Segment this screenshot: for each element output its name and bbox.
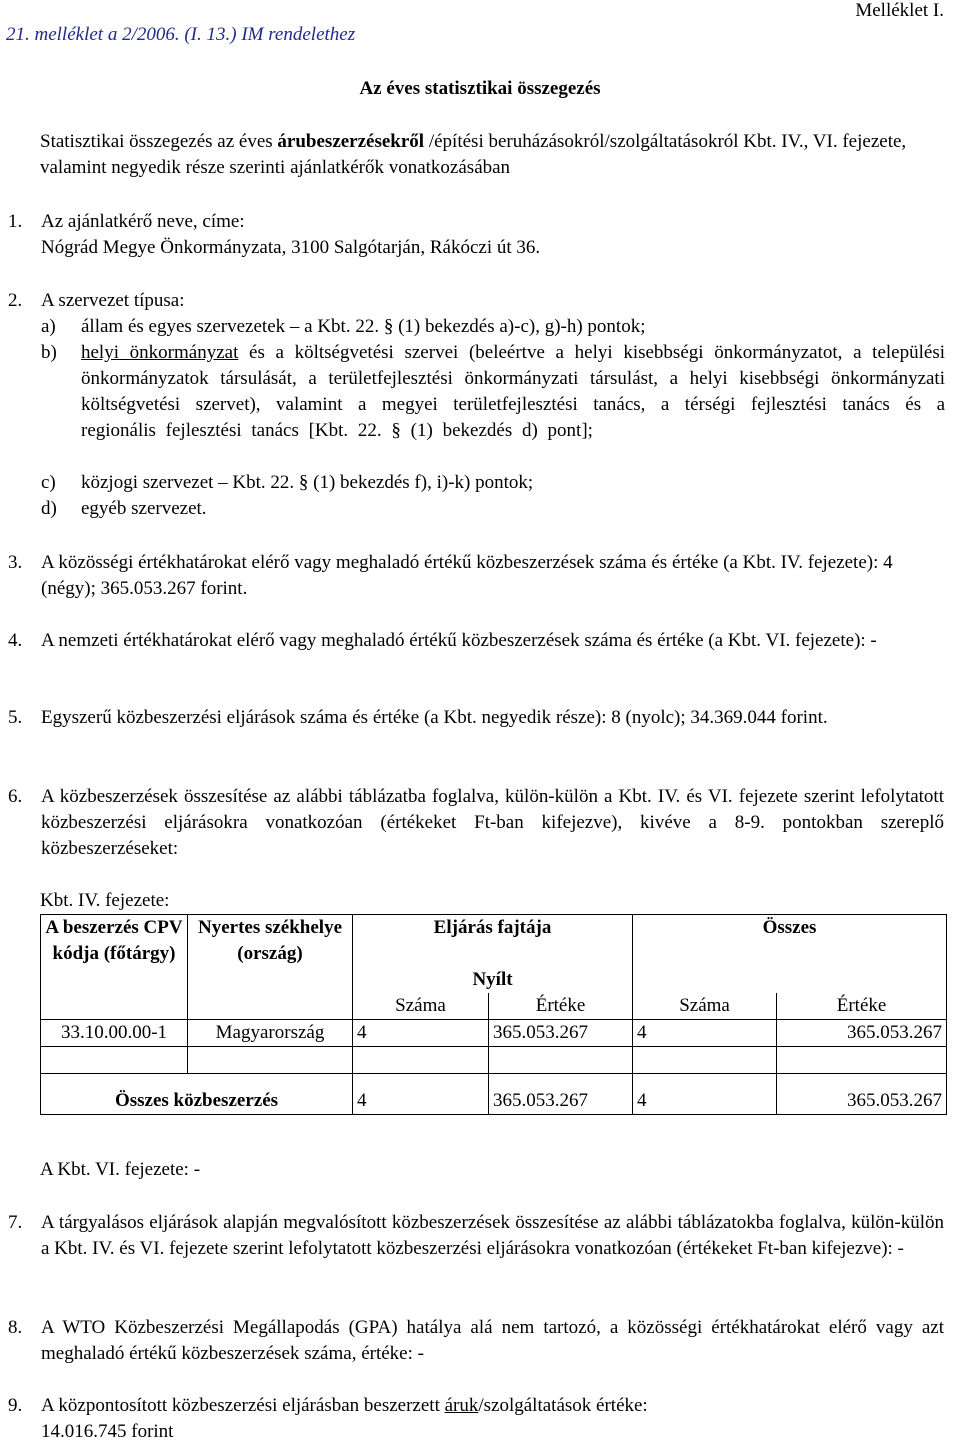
section-2-item-c [41,470,945,496]
table-header-row [41,915,947,994]
intro-post: /építési beruházásokról/szolgáltatásokról Kbt. IV., VI. fejezete, valamint negyedik része szerinti ajánlatkérők vonatkozásában [40,131,907,178]
cell-cpv: 33.10.00.00-1 [41,1020,188,1047]
section-2-item-a-letter: a) [41,316,56,337]
total-count-2: 4 [633,1074,777,1115]
cell-winner: Magyarország [188,1020,353,1047]
section-6-text: A közbeszerzések összesítése az alábbi táblázatba foglalva, külön-külön a Kbt. IV. és VI. fejezete szerint lefolytatott közbeszerzési eljárásokra vonatkozóan (értékeket Ft-ban kifejezve), kivéve a 8-9. pontokban szereplő közbeszerzéseket: [41,786,944,859]
header-right: Melléklet I. [855,0,944,21]
section-8 [8,1315,944,1367]
subheader-value-1: Értéke [489,993,633,1020]
header-left: 21. melléklet a 2/2006. (I. 13.) IM rendelethez [6,24,356,45]
subheader-count-2: Száma [633,993,777,1020]
table-empty-row [41,1047,947,1074]
procurement-table [40,914,947,1115]
section-9-post: /szolgáltatások értéke: [478,1395,648,1416]
empty-cell [489,1047,633,1074]
section-4-text: A nemzeti értékhatárokat elérő vagy meghaladó értékű közbeszerzések száma és értéke (a Kbt. VI. fejezete): - [41,630,877,651]
intro-bold: árubeszerzésekről [277,131,425,152]
section-2-item-a [41,314,945,340]
section-7-number: 7. [8,1212,23,1233]
empty-cell [777,1047,947,1074]
header-cpv: A beszerzés CPV kódja (főtárgy) [41,915,188,1020]
section-2-item-d-letter: d) [41,498,57,519]
page-title: Az éves statisztikai összegezés [359,78,601,99]
section-2-item-b-underlined: helyi önkormányzat [81,342,239,363]
section-2-item-b-letter: b) [41,342,57,363]
table-caption: Kbt. IV. fejezete: [40,890,170,911]
table-total-row [41,1074,947,1115]
cell-value-2: 365.053.267 [777,1020,947,1047]
total-value-2: 365.053.267 [777,1074,947,1115]
subheader-count-1: Száma [353,993,489,1020]
section-2-item-c-letter: c) [41,472,56,493]
total-label: Összes közbeszerzés [41,1074,353,1115]
section-2-item-d-text: egyéb szervezet. [81,498,207,519]
section-4 [8,628,944,654]
header-winner: Nyertes székhelye (ország) [188,915,353,1020]
empty-cell [353,1047,489,1074]
section-9-pre: A központosított közbeszerzési eljárásban beszerzett [41,1395,445,1416]
cell-value-1: 365.053.267 [489,1020,633,1047]
intro-pre: Statisztikai összegezés az éves [40,131,278,152]
header-procedure-label: Eljárás fajtája [433,917,552,938]
section-4-number: 4. [8,630,23,651]
table-row [41,1020,947,1047]
intro-paragraph [40,129,920,181]
section-2-item-b-text [81,340,945,444]
header-total: Összes [633,915,947,994]
section-8-number: 8. [8,1317,23,1338]
section-9 [8,1393,944,1445]
section-2 [8,288,944,314]
section-5-text: Egyszerű közbeszerzési eljárások száma és értéke (a Kbt. negyedik része): 8 (nyolc); 34.369.044 forint. [41,707,828,728]
section-9-number: 9. [8,1395,23,1416]
total-count-1: 4 [353,1074,489,1115]
section-2-item-d [41,496,945,522]
section-1-label: Az ajánlatkérő neve, címe: [41,211,245,232]
section-3-text: A közösségi értékhatárokat elérő vagy meghaladó értékű közbeszerzések száma és értéke (a Kbt. IV. fejezete): 4 (négy); 365.053.267 forint. [41,552,893,599]
section-9-value: 14.016.745 forint [41,1421,174,1442]
section-9-text [41,1393,944,1419]
section-1-number: 1. [8,211,23,232]
empty-cell [633,1047,777,1074]
header-procedure-type: Nyílt [472,969,513,990]
section-1-value: Nógrád Megye Önkormányzata, 3100 Salgótarján, Rákóczi út 36. [41,237,541,258]
section-8-text: A WTO Közbeszerzési Megállapodás (GPA) hatálya alá nem tartozó, a közösségi értékhatárokat elérő vagy azt meghaladó értékű közbeszerzések száma, értéke: - [41,1317,944,1364]
section-2-item-a-text: állam és egyes szervezetek – a Kbt. 22. § (1) bekezdés a)-c), g)-h) pontok; [81,316,646,337]
total-value-1: 365.053.267 [489,1074,633,1115]
subheader-value-2: Értéke [777,993,947,1020]
section-5 [8,705,944,731]
section-6 [8,784,944,862]
section-9-underlined: áruk [444,1395,479,1416]
section-5-number: 5. [8,707,23,728]
section-6-number: 6. [8,786,23,807]
cell-count-1: 4 [353,1020,489,1047]
section-2-number: 2. [8,290,23,311]
section-2-item-b-rest: és a költségvetési szervei (beleértve a helyi kisebbségi önkormányzatot, a települési önkormányzatok társulását, a területfejlesztési önkormányzati társulást, a helyi kisebbségi önkormányzati költségvetési szervet), valamint a megyei területfejlesztési tanács, a térségi fejlesztési tanács és a regionális fejlesztési tanács [Kbt. 22. § (1) bekezdés d) pont]; [81,342,945,441]
cell-count-2: 4 [633,1020,777,1047]
empty-cell [188,1047,353,1074]
section-7 [8,1210,944,1262]
header-procedure [353,915,633,994]
section-1 [8,209,944,261]
section-7-text: A tárgyalásos eljárások alapján megvalósított közbeszerzések összesítése az alábbi táblázatokba foglalva, külön-külön a Kbt. IV. és VI. fejezete szerint lefolytatott közbeszerzési eljárásokra vonatkozóan (értékeket Ft-ban kifejezve): - [41,1212,944,1259]
chapter-vi-note: A Kbt. VI. fejezete: - [40,1159,201,1180]
section-3 [8,550,944,602]
section-2-label: A szervezet típusa: [41,290,185,311]
section-2-item-b [41,340,945,444]
section-2-item-c-text: közjogi szervezet – Kbt. 22. § (1) bekezdés f), i)-k) pontok; [81,472,534,493]
section-3-number: 3. [8,552,23,573]
empty-cell [41,1047,188,1074]
